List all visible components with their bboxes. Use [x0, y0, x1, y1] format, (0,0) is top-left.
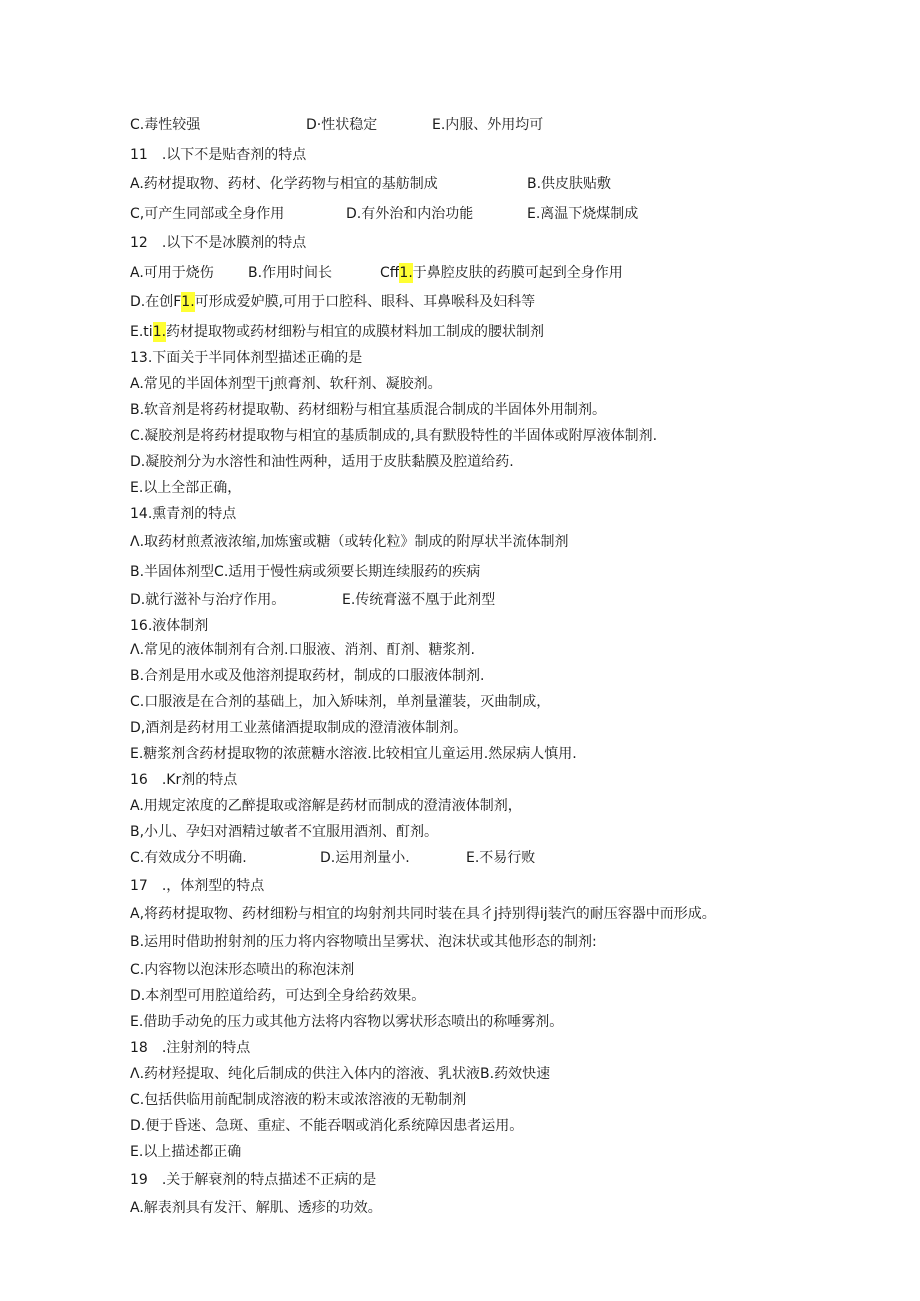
text-segment: 16.液体制剂 [130, 618, 209, 634]
text-line [130, 1198, 382, 1218]
text-segment: 19 .关于解衰剂的特点描述不正病的是 [130, 1172, 377, 1188]
highlighted-text: 1. [152, 324, 167, 340]
text-line [130, 400, 606, 420]
text-line [130, 562, 480, 582]
text-segment: 11 .以下不是贴杳剂的特点 [130, 147, 307, 163]
text-segment: D·性状稳定 [306, 117, 378, 133]
text-segment: Λ.取药材煎煮液浓缩,加炼蜜或糖（或转化粒》制成的附厚状半流体制剂 [130, 534, 569, 550]
highlighted-text: 1. [181, 294, 195, 310]
text-line [130, 426, 657, 446]
text-segment: 药材提取物或药材细粉与相宜的成膜材料加工制成的腰状制剂 [166, 324, 545, 340]
text-line [130, 904, 716, 924]
text-segment: Λ.常见的液体制剂有合剂.口服液、消剂、酊剂、糖浆剂. [130, 642, 475, 658]
text-line [130, 504, 236, 524]
text-segment: C.有效成分不明确. [130, 850, 247, 866]
text-line [130, 1116, 523, 1136]
text-segment: B.软音剂是将药材提取勒、药材细粉与相宜基质混合制成的半固体外用制剂。 [130, 402, 607, 418]
text-segment: B.半固体剂型C.适用于慢性病或须要长期连续服药的疾病 [130, 564, 481, 580]
text-line [130, 452, 514, 472]
text-segment: E.ti [130, 324, 153, 340]
text-segment: Cff1.于鼻腔皮肤的药膜可起到全身作用 [380, 265, 623, 281]
text-segment: Λ.药材羟提取、纯化后制成的供注入体内的溶液、乳状液B.药效快速 [130, 1066, 551, 1082]
text-line [130, 1090, 466, 1110]
text-segment: 12 .以下不是冰膜剂的特点 [130, 235, 307, 251]
text-segment: 13.下面关于半同体剂型描述正确的是 [130, 350, 363, 366]
text-line [130, 744, 577, 764]
text-segment: A,将药材提取物、药材细粉与相宜的㘬射剂共同时装在具彳j持别得ij装汽的耐压容器中而形成。 [130, 906, 716, 922]
text-line [130, 876, 264, 896]
text-segment: B.运用时借助拊射剂的压力将内容物喷出呈雾状、泡沫状或其他形态的制剂: [130, 934, 597, 950]
text-segment: A.药材提取物、药材、化学药物与相宜的基舫制成 [130, 176, 438, 192]
text-segment: E.以上全部正确， [130, 480, 242, 496]
text-line [130, 640, 475, 660]
text-segment: D.就行滋补与治疗作用。 [130, 592, 286, 608]
text-segment: D.本剂型可用腔道给药，可达到全身给药效果。 [130, 988, 426, 1004]
text-segment: B.合剂是用水或及他溶剂提取药材，制成的口服液体制剂. [130, 668, 485, 684]
text-segment: 于鼻腔皮肤的药膜可起到全身作用 [412, 265, 623, 281]
text-line [130, 374, 442, 394]
text-segment: D.运用剂量小. [320, 850, 410, 866]
text-line [130, 932, 597, 952]
text-segment: D.在创F [130, 294, 182, 310]
text-line [130, 822, 438, 842]
text-segment: D.凝胶剂分为水溶性和油性两种，适用于皮肤黏膜及腔道给药. [130, 454, 514, 470]
text-line [130, 796, 522, 816]
text-line [130, 718, 467, 738]
text-segment: D.便于昏迷、急斑、重症、不能吞咽或消化系统障因患者运用。 [130, 1118, 524, 1134]
text-segment: 14.熏青剂的特点 [130, 506, 237, 522]
text-line [130, 590, 496, 610]
text-segment: E.内服、外用均可 [432, 117, 544, 133]
text-segment: A.可用于烧伤 [130, 265, 214, 281]
text-segment: A.用规定浓度的乙醉提取或溶解是药材而制成的澄清液体制剂， [130, 798, 522, 814]
text-segment: 17 .，体剂型的特点 [130, 878, 265, 894]
text-segment: E.糖浆剂含药材提取物的浓蔗糖水溶液.比较相宜儿童运用.然尿病人慎用. [130, 746, 577, 762]
text-segment: 可形成爱妒膜,可用于口腔科、眼科、耳鼻喉科及妇科等 [194, 294, 536, 310]
text-line [130, 986, 425, 1006]
text-segment: A.常见的半固体剂型干j煎膏剂、软秆剂、凝胶剂。 [130, 376, 442, 392]
text-segment: D,酒剂是药材用工业蒸储酒提取制成的澄清液体制剂。 [130, 720, 468, 736]
text-line [130, 960, 354, 980]
text-segment: C.口服液是在合剂的基础上，加入矫味剂，单剂量灌装，灭曲制成， [130, 694, 551, 710]
text-line [130, 692, 550, 712]
text-segment: E.传统膏滋不凰于此剂型 [342, 592, 496, 608]
text-line [130, 263, 623, 283]
text-segment: C.凝胶剂是将药材提取物与相宜的基质制成的,具有默股特性的半固体或附厚液体制剂. [130, 428, 658, 444]
text-line [130, 174, 612, 194]
text-line [130, 1012, 563, 1032]
text-line [130, 348, 362, 368]
text-segment: C.内容物以泡沫形态喷出的称泡沫剂 [130, 962, 355, 978]
text-line [130, 478, 241, 498]
text-line [130, 532, 568, 552]
text-segment: B.作用时间长 [248, 265, 333, 281]
text-line [130, 292, 535, 312]
text-line [130, 145, 306, 165]
text-line [130, 115, 544, 135]
text-line [130, 322, 544, 342]
text-segment: 18 .注射剂的特点 [130, 1040, 251, 1056]
text-segment: E.借助手动免的压力或其他方法将内容物以雾状形态喷出的称唾雾剂。 [130, 1014, 564, 1030]
text-segment: A.解表剂具有发汗、解肌、透疹的功效。 [130, 1200, 382, 1216]
text-segment: 16 .Kr剂的特点 [130, 772, 238, 788]
text-segment: B,小儿、孕妇对酒精过敏者不宜服用酒剂、酊剂。 [130, 824, 439, 840]
text-segment: E.离温下烧煤制成 [527, 206, 639, 222]
text-line [130, 1142, 241, 1162]
text-line [130, 666, 485, 686]
text-line [130, 233, 306, 253]
text-segment: B.供皮肤贴敷 [527, 176, 612, 192]
text-line [130, 616, 208, 636]
text-line [130, 1038, 250, 1058]
text-segment: C.毒性较强 [130, 117, 201, 133]
text-segment: C.包括供临用前配制成溶液的粉末或浓溶液的无勒制剂 [130, 1092, 467, 1108]
text-segment: E.不易行败 [466, 850, 536, 866]
text-segment: C,可产生同部或全身作用 [130, 206, 285, 222]
text-segment: D.有外治和内治功能 [346, 206, 474, 222]
text-line [130, 770, 237, 790]
text-segment: E.以上描述都正确 [130, 1144, 242, 1160]
text-line [130, 848, 536, 868]
text-line [130, 204, 639, 224]
text-line [130, 1170, 376, 1190]
text-line [130, 1064, 550, 1084]
highlighted-text: 1. [399, 265, 413, 281]
